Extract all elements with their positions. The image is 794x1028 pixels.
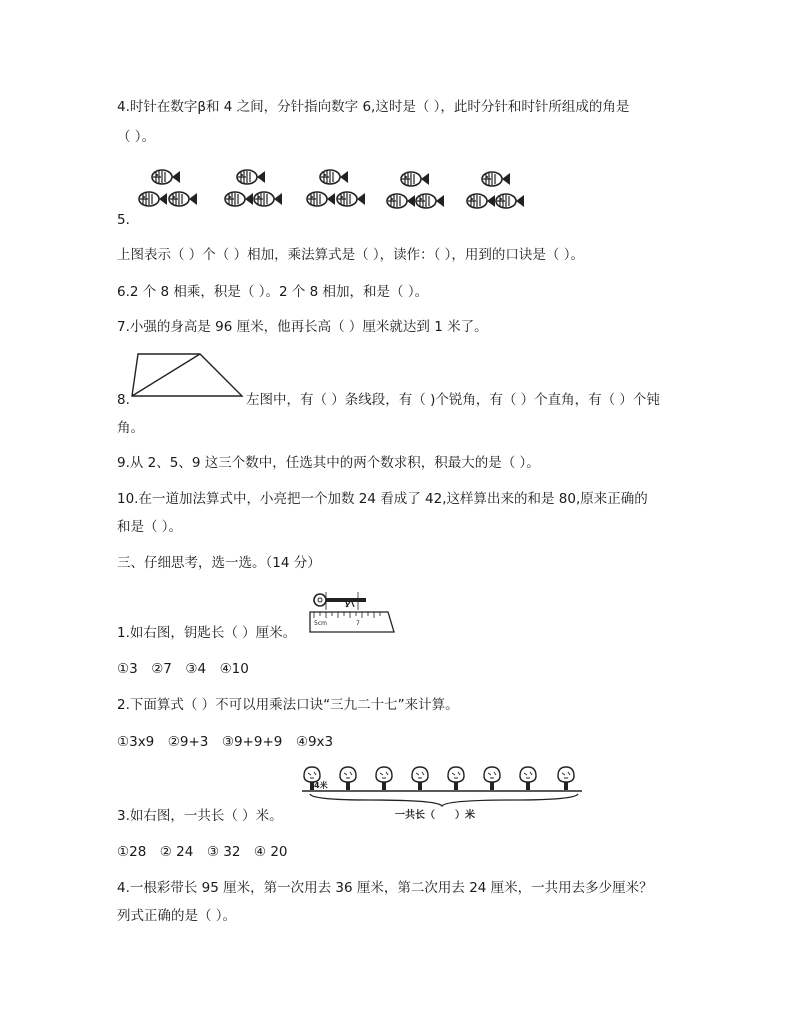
q9-text: 9.从 2、5、9 这三个数中，任选其中的两个数求积，积最大的是（ ）。	[117, 455, 540, 471]
fish-groups-figure	[135, 166, 535, 216]
s2-text: 2.下面算式（ ）不可以用乘法口诀“三九二十七”来计算。	[117, 697, 459, 713]
q4-line-1: 4.时针在数字β和 4 之间，分针指向数字 6,这时是（ ），此时分针和时针所组成的角是	[117, 99, 630, 115]
s1-text: 1.如右图，钥匙长（ ）厘米。	[117, 625, 297, 641]
q8-line-2: 角。	[117, 420, 144, 436]
ruler-label-7: 7	[356, 620, 360, 627]
q7-text: 7.小强的身高是 96 厘米，他再长高（ ）厘米就达到 1 米了。	[117, 319, 488, 335]
s3-text: 3.如右图，一共长（ ）米。	[117, 808, 283, 824]
q5-text: 上图表示（ ）个（ ）相加，乘法算式是（ ），读作：（ ），用到的口诀是（ ）。	[117, 247, 584, 263]
q8-number: 8.	[117, 392, 130, 408]
q4-line-2: （ ）。	[117, 129, 156, 145]
ruler-label-5cm: 5cm	[314, 620, 327, 627]
q6-text: 6.2 个 8 相乘，积是（ ）。2 个 8 相加，和是（ ）。	[117, 284, 429, 300]
q10-line-1: 10.在一道加法算式中，小亮把一个加数 24 看成了 42,这样算出来的和是 80,原来正确的	[117, 491, 648, 507]
key-ruler-figure	[308, 588, 398, 636]
q5-number: 5.	[117, 212, 130, 228]
s4-line-2: 列式正确的是（ ）。	[117, 908, 237, 924]
q8-text: 左图中，有（ ）条线段，有（ )个锐角，有（ ）个直角，有（ ）个钝	[246, 392, 660, 408]
trapezoid-figure	[130, 352, 245, 400]
trees-figure	[300, 764, 590, 822]
q10-line-2: 和是（ ）。	[117, 519, 183, 535]
s2-options: ①3x9 ②9+3 ③9+9+9 ④9x3	[117, 734, 334, 750]
section-3-heading: 三、仔细思考，选一选。（14 分）	[117, 555, 321, 571]
s3-options: ①28 ② 24 ③ 32 ④ 20	[117, 844, 288, 860]
s1-options: ①3 ②7 ③4 ④10	[117, 661, 249, 677]
tree-total-label: 一共长（ ）米	[395, 810, 475, 821]
s4-line-1: 4.一根彩带长 95 厘米，第一次用去 36 厘米，第二次用去 24 厘米，一共用去多少厘米？	[117, 880, 653, 896]
tree-spacing-label: 4米	[314, 781, 328, 790]
